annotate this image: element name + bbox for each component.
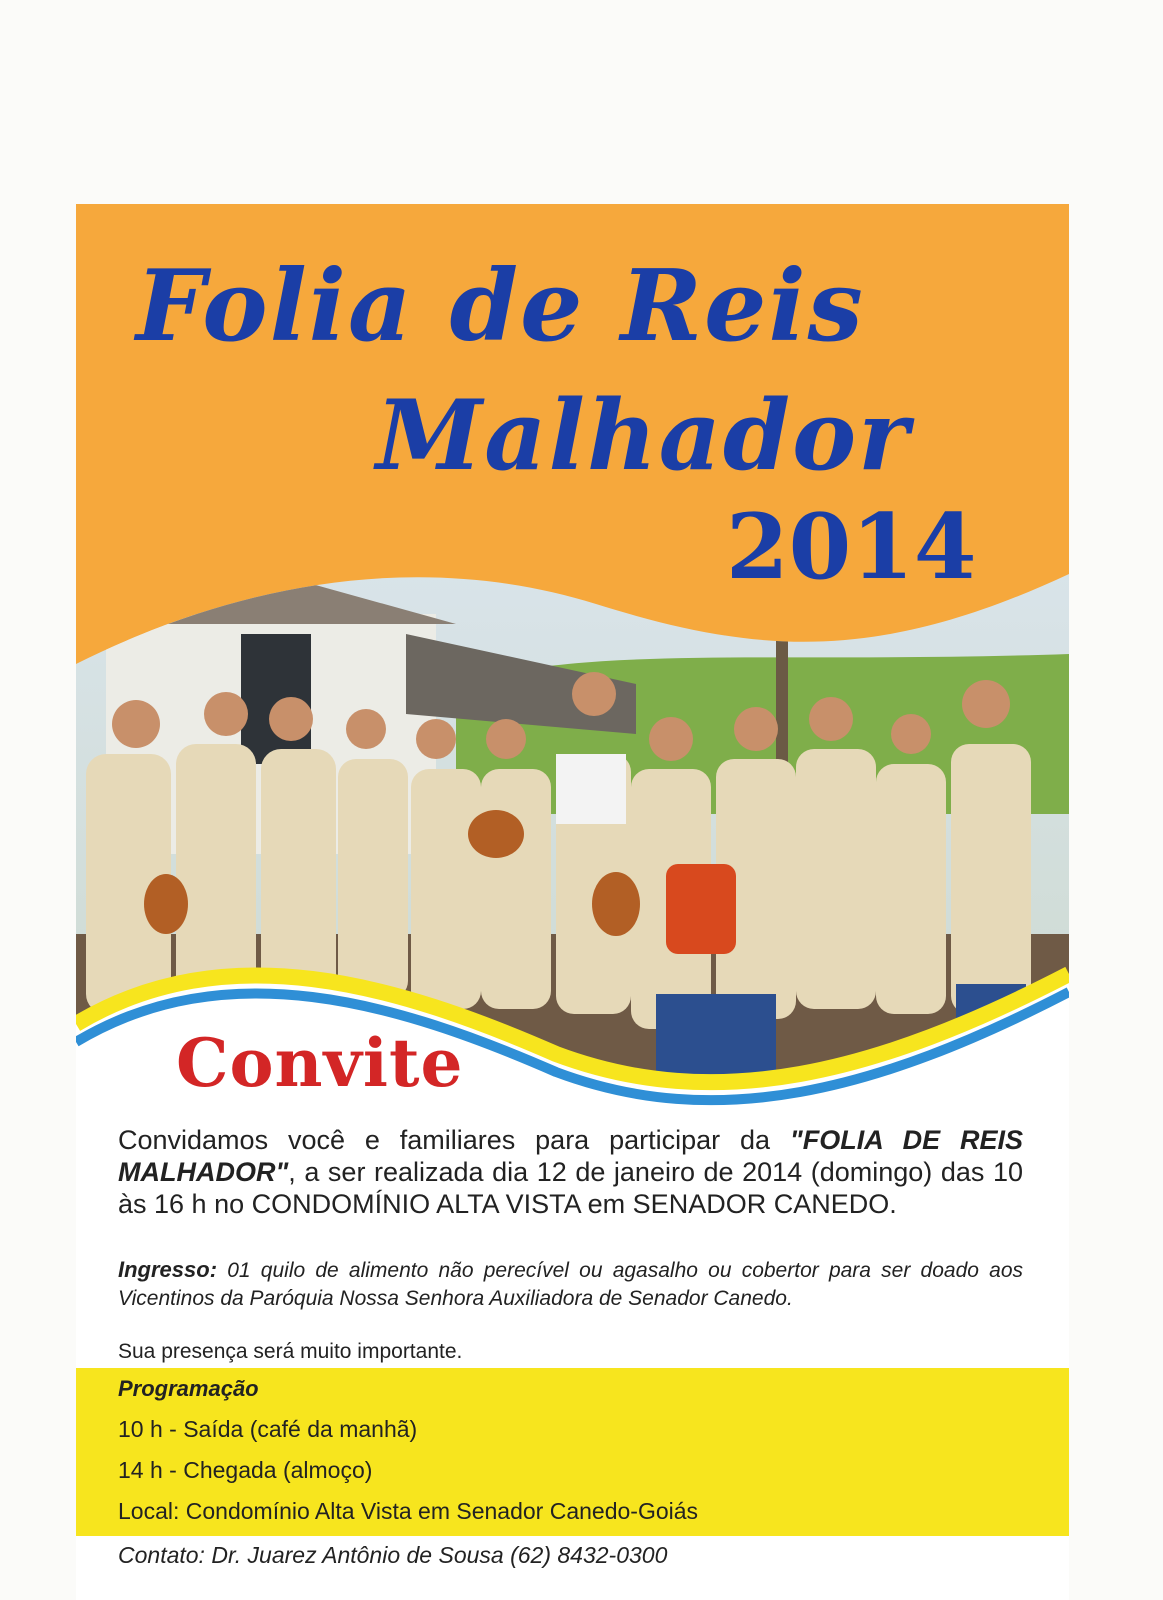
invitation-flyer <box>76 204 1069 1600</box>
program-item: 10 h - Saída (café da manhã) <box>118 1416 418 1442</box>
event-name: "FOLIA DE REIS MALHADOR" <box>118 1125 1023 1187</box>
contact-line: Contato: Dr. Juarez Antônio de Sousa (62) 8432-0300 <box>118 1542 668 1568</box>
title-line-1: Folia de Reis <box>136 249 865 364</box>
title-block <box>76 204 1069 604</box>
ingresso-paragraph <box>118 1256 1023 1313</box>
presence-note: Sua presença será muito importante. <box>118 1340 463 1363</box>
convite-heading: Convite <box>176 1024 464 1102</box>
program-item: 14 h - Chegada (almoço) <box>118 1457 373 1483</box>
ingresso-label: Ingresso: <box>118 1257 218 1282</box>
invitation-paragraph <box>118 1124 1023 1220</box>
invitation-text-2: , a ser realizada dia 12 de janeiro de 2014 (domingo) das 10 às 16 h no CONDOMÍNIO ALTA VISTA em SENADOR CANEDO. <box>118 1157 1023 1219</box>
ingresso-text: 01 quilo de alimento não perecível ou agasalho ou cobertor para ser doado aos Vicentinos da Paróquia Nossa Senhora Auxiliadora de Senador Canedo. <box>118 1259 1023 1310</box>
title-line-2: Malhador <box>376 379 911 492</box>
title-year: 2014 <box>726 494 977 600</box>
program-location: Local: Condomínio Alta Vista em Senador Canedo-Goiás <box>118 1498 699 1524</box>
program-title: Programação <box>118 1376 259 1401</box>
invitation-text-1: Convidamos você e familiares para participar da <box>118 1125 790 1155</box>
